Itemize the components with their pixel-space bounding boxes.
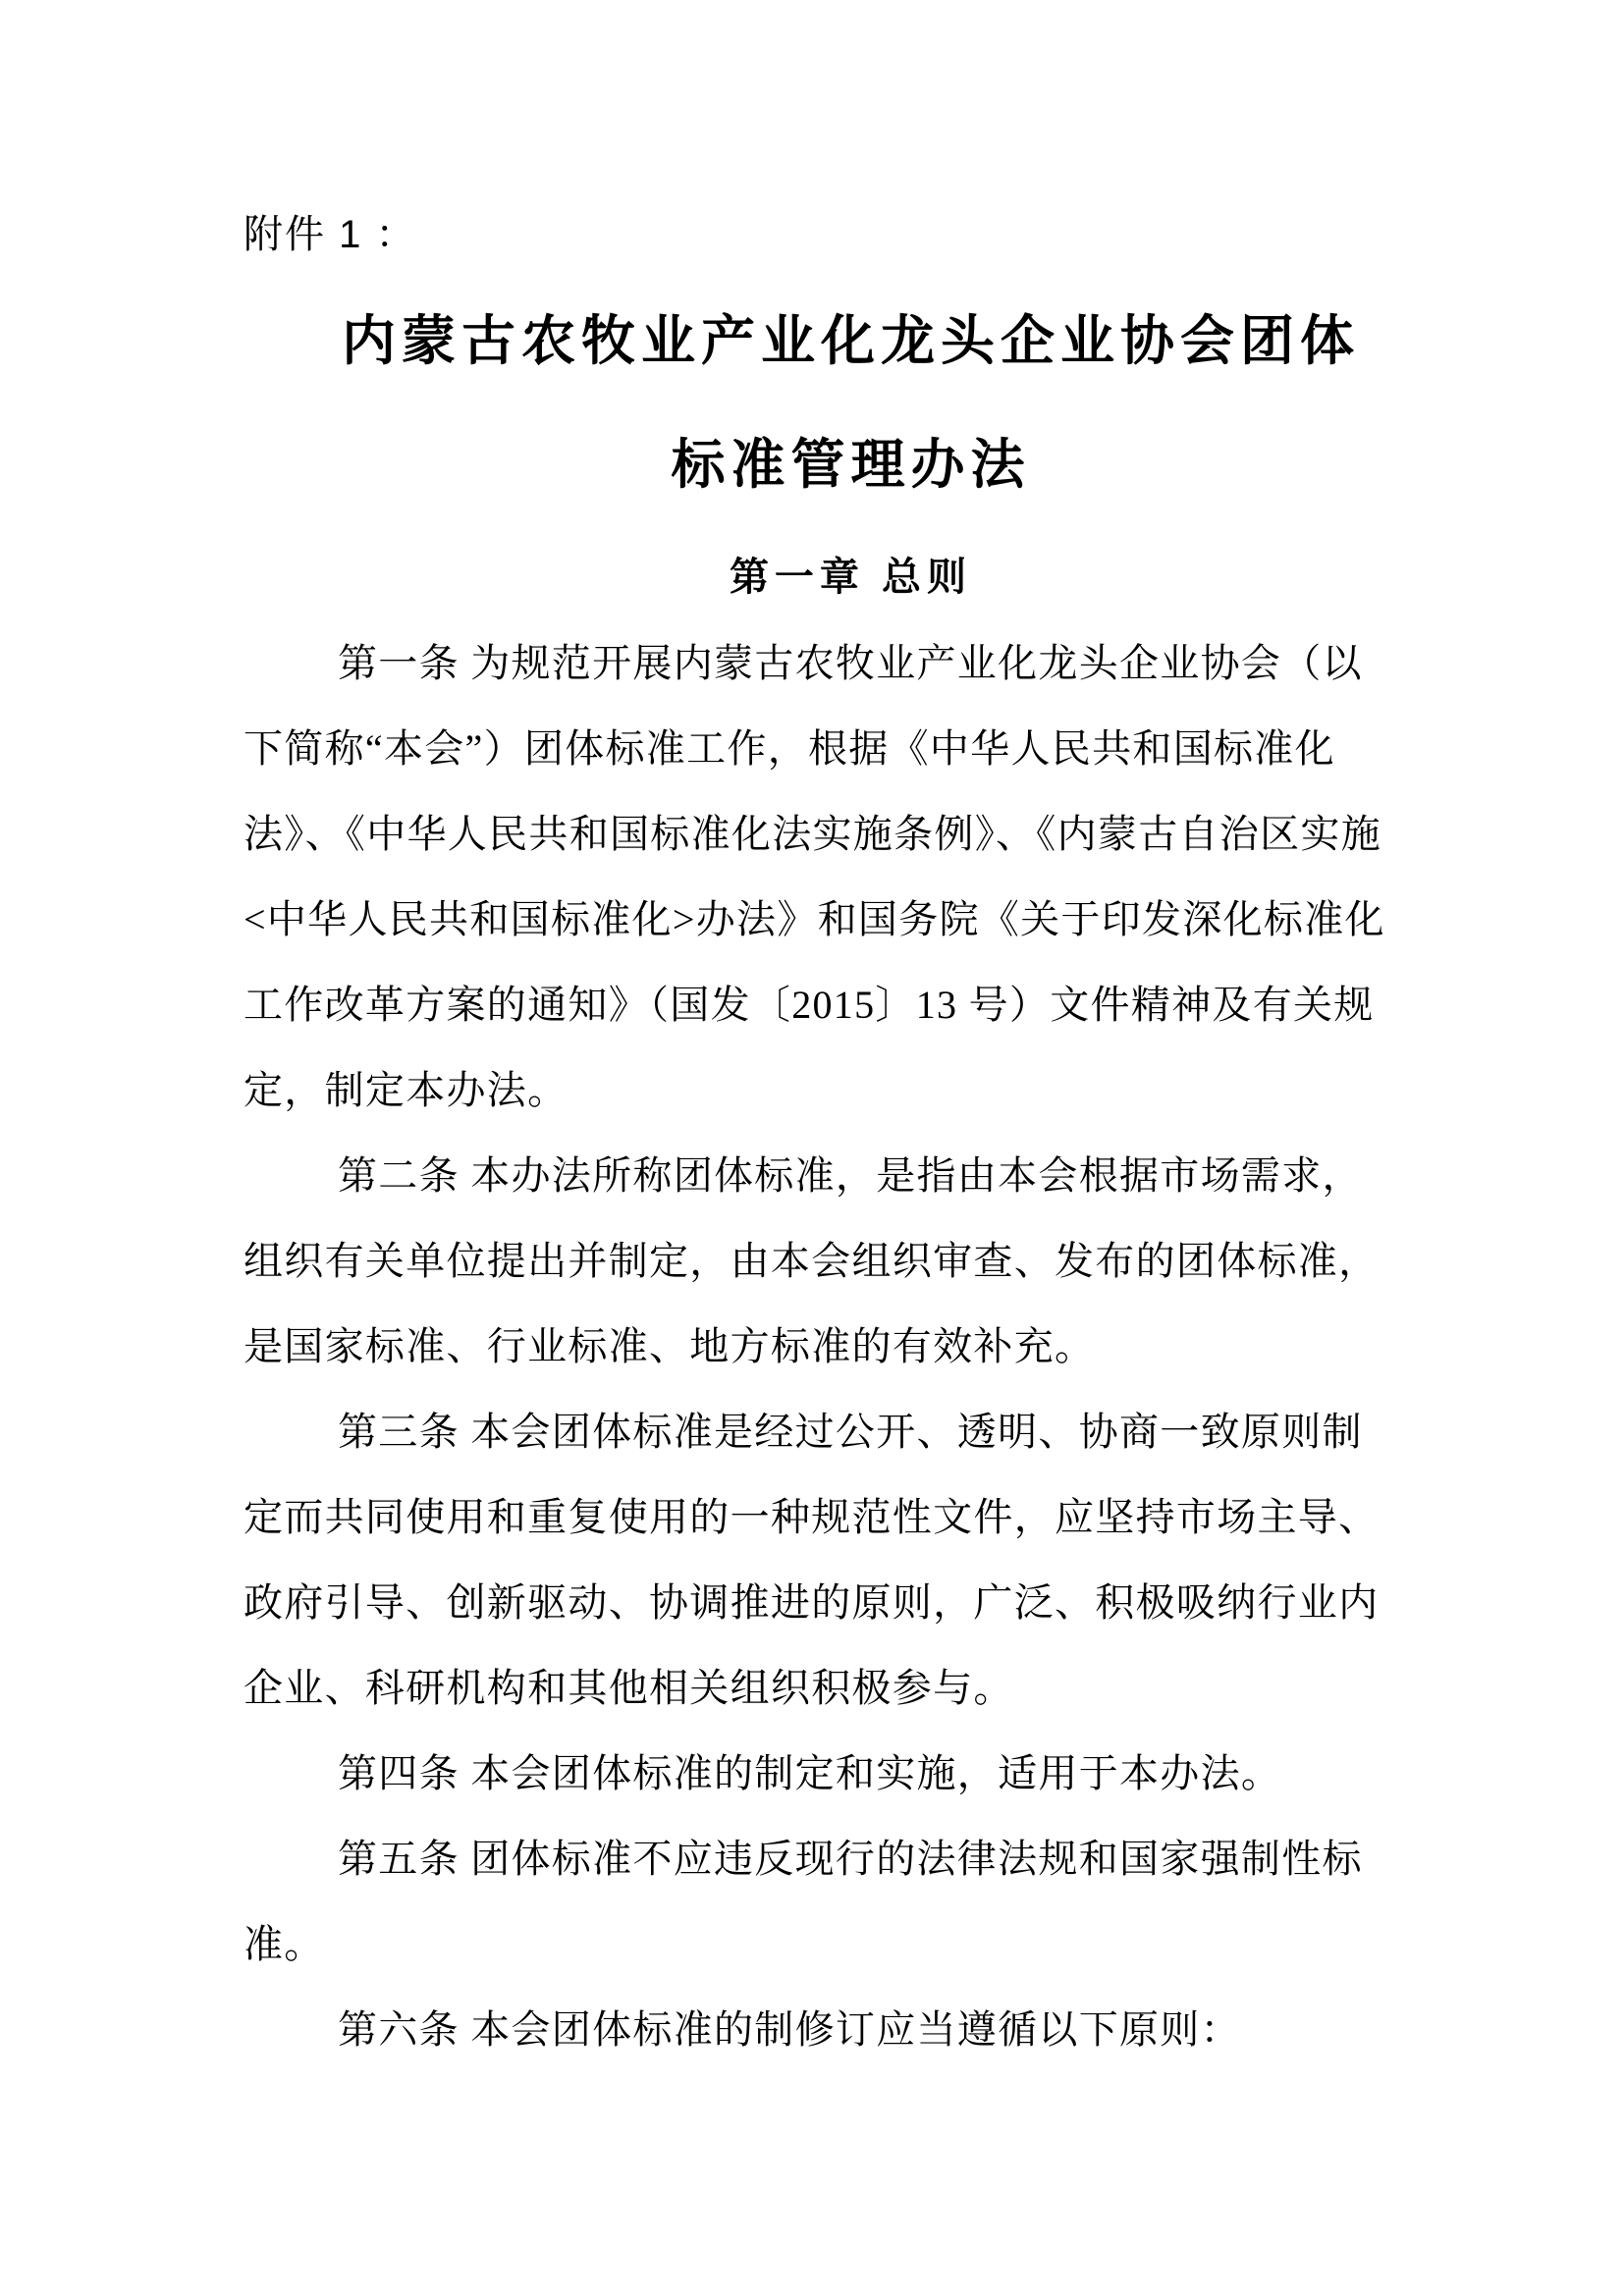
body-line: 第一条 为规范开展内蒙古农牧业产业化龙头企业协会（以 bbox=[338, 641, 1363, 685]
document-title-line-1: 内蒙古农牧业产业化龙头企业协会团体 bbox=[341, 311, 1360, 371]
body-line: 政府引导、创新驱动、协调推进的原则，广泛、积极吸纳行业内 bbox=[244, 1580, 1380, 1625]
body-line: 第五条 团体标准不应违反现行的法律法规和国家强制性标 bbox=[338, 1837, 1363, 1881]
attachment-label: 附件 1 ： bbox=[244, 213, 417, 256]
document-body bbox=[244, 620, 1481, 2072]
body-line: 第四条 本会团体标准的制定和实施，适用于本办法。 bbox=[338, 1751, 1282, 1795]
body-line: 企业、科研机构和其他相关组织积极参与。 bbox=[244, 1666, 1014, 1710]
body-line: 定而共同使用和重复使用的一种规范性文件，应坚持市场主导、 bbox=[244, 1495, 1380, 1539]
body-line: 第二条 本办法所称团体标准，是指由本会根据市场需求， bbox=[338, 1153, 1363, 1198]
chapter-heading: 第一章 总则 bbox=[729, 556, 973, 599]
body-line: <中华人民共和国标准化>办法》和国务院《关于印发深化标准化 bbox=[244, 897, 1385, 941]
body-line: 第六条 本会团体标准的制修订应当遵循以下原则： bbox=[338, 2007, 1241, 2052]
body-line: 法》、《中华人民共和国标准化法实施条例》、《内蒙古自治区实施 bbox=[244, 812, 1381, 856]
body-line: 是国家标准、行业标准、地方标准的有效补充。 bbox=[244, 1324, 1096, 1368]
body-line: 工作改革方案的通知》（国发〔2015〕13 号）文件精神及有关规 bbox=[244, 983, 1375, 1027]
document-title-line-2: 标准管理办法 bbox=[671, 435, 1031, 495]
body-line: 准。 bbox=[244, 1922, 325, 1966]
body-line: 组织有关单位提出并制定，由本会组织审查、发布的团体标准， bbox=[244, 1239, 1380, 1283]
body-line: 下简称“本会”）团体标准工作，根据《中华人民共和国标准化 bbox=[244, 726, 1335, 771]
body-line: 第三条 本会团体标准是经过公开、透明、协商一致原则制 bbox=[338, 1410, 1363, 1454]
body-line: 定，制定本办法。 bbox=[244, 1068, 568, 1112]
